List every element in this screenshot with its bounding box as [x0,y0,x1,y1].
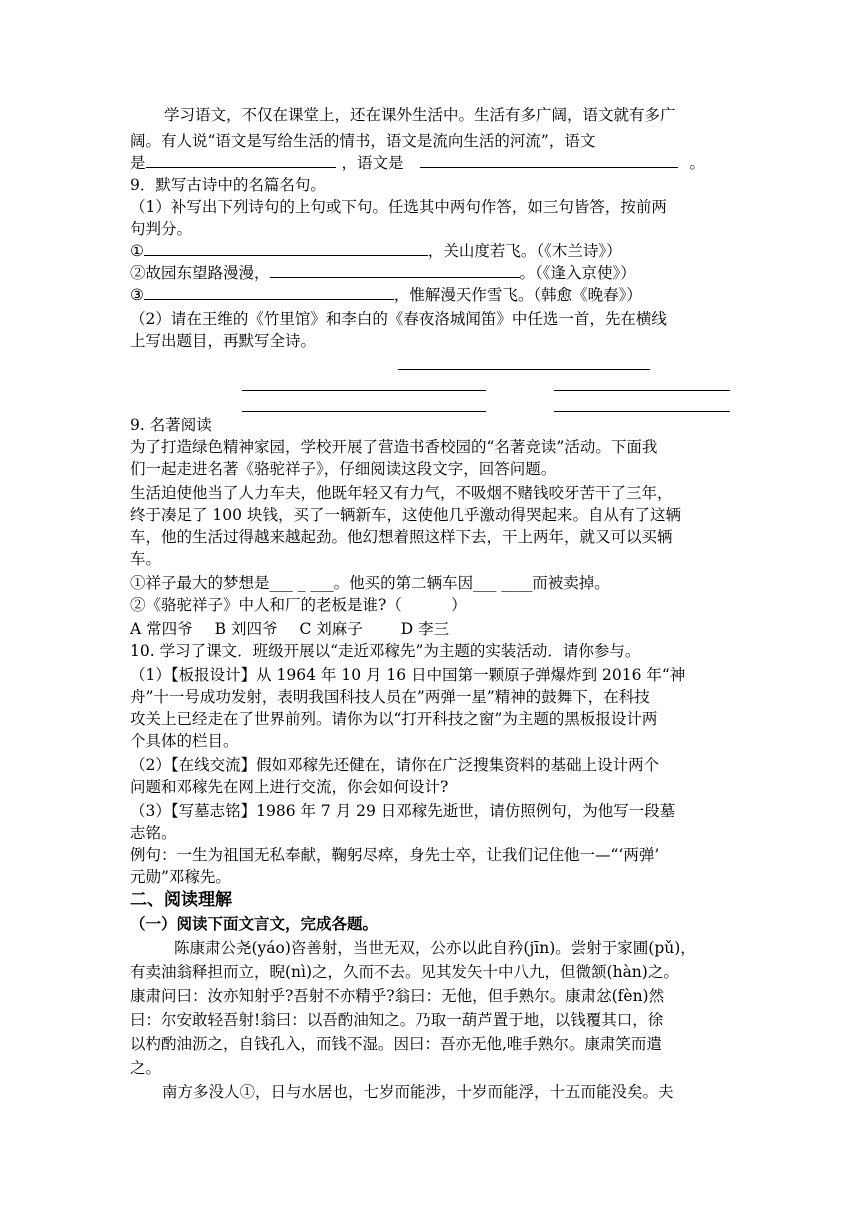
q9-part2-line-1: （2）请在王维的《竹里馆》和李白的《春夜洛城闻笛》中任选一首，先在横线 [130,310,667,328]
wenyan-line-7: 南方多没人①，日与水居也，七岁而能涉，十岁而能浮，十五而能没矣。夫 [162,1083,674,1101]
q9-item-2-end: 。（《逢入京使》） [519,264,636,282]
q9-part1-line-1: （1）补写出下列诗句的上句或下句。任选其中两句作答，如三句皆答，按前两 [130,198,667,216]
wenyan-line-1: 陈康肃公尧(yáo)咨善射，当世无双，公亦以此自矜(jīn)。尝射于家圃(pǔ)， [174,939,696,957]
q10-example-line-1: 例句：一生为祖国无私奉献，鞠躬尽瘁，身先士卒，让我们记住他一—“‘两弹’ [130,846,660,864]
poem-blank-3[interactable] [144,284,394,300]
option-d[interactable]: D 李三 [400,620,450,638]
q10-b-line-2: 问题和邓稼先在网上进行交流，你会如何设计? [130,778,449,796]
wenyan-line-4: 曰：尔安敢轻吾射!翁曰：以吾酌油知之。乃取一葫芦置于地，以钱覆其口，徐 [130,1011,664,1029]
q10-c-line-2: 志铭。 [130,824,177,842]
q9-item-2-text: ②故园东望路漫漫， [130,264,270,282]
q9-part1-line-2: 句判分。 [130,220,193,238]
wenyan-line-2: 有卖油翁释担而立，睨(nì)之，久而不去。见其发矢十中八九，但微颔(hàn)之。 [130,963,679,981]
section-subheading: （一）阅读下面文言文，完成各题。 [130,914,379,933]
q9-part2-line-2: 上写出题目，再默写全诗。 [130,332,317,350]
q10-a-line-2: 舟”十一号成功发射，表明我国科技人员在”两弹一星”精神的鼓舞下，在科技 [130,688,650,706]
q9-item-1-text: ，关山度若飞。（《木兰诗》） [427,242,622,260]
wenyan-line-3: 康肃问曰：汝亦知射乎?吾射不亦精乎?翁曰：无他，但手熟尔。康肃忿(fèn)然 [130,987,665,1005]
intro-line-3-start: 是 [130,154,146,172]
wenyan-line-6: 之。 [130,1059,162,1077]
poem-line-1-right[interactable] [554,390,730,391]
q10-a-line-3: 攻关上已经走在了世界前列。请你为以“打开科技之窗”为主题的黑板报设计两 [130,710,658,728]
poem-blank-2[interactable] [270,262,520,278]
intro-line-1: 学习语文，不仅在课堂上，还在课外生活中。生活有多广阔，语文就有多广 [164,106,676,124]
q9-item-3 [130,284,642,306]
q9-item-3-text: ，惟解漫天作雪飞。（韩愈《晚春》） [393,286,642,304]
q9-item-2 [130,262,636,284]
mingzhu-title: 9. 名著阅读 [130,416,212,434]
q9-item-3-mark: ③ [130,286,144,304]
mingzhu-line-6: 车。 [130,550,162,568]
poem-line-2-left[interactable] [242,411,486,412]
q10-c-line-1: （3）【写墓志铭】1986 年 7 月 29 日邓稼先逝世，请仿照例句，为他写一段墓 [130,802,676,820]
mingzhu-question-1: ①祥子最大的梦想是___ _ ___。他买的第二辆车因___ ____而被卖掉。 [130,574,610,592]
q9-item-1 [130,240,622,262]
answer-blank-1[interactable] [146,152,336,168]
option-a[interactable]: A 常四爷 [130,620,193,638]
mingzhu-options [130,618,449,640]
poem-line-2-right[interactable] [554,411,730,412]
q10-title: 10. 学习了课文．班级开展以“走近邓稼先”为主题的实装活动．请你参与。 [130,642,641,660]
section-heading: 二、阅读理解 [130,890,232,910]
poem-line-1-left[interactable] [242,390,486,391]
q10-a-line-4: 个具体的栏目。 [130,732,239,750]
q9-item-1-mark: ① [130,242,144,260]
intro-line-3-end: 。 [689,154,706,172]
wenyan-line-5: 以杓酌油沥之，自钱孔入，而钱不湿。因曰：吾亦无他,唯手熟尔。康肃笑而遣 [130,1035,662,1053]
q10-b-line-1: （2）【在线交流】假如邓稼先还健在，请你在广泛搜集资料的基础上设计两个 [130,756,660,774]
q9-title: 9．默写古诗中的名篇名句。 [130,176,326,194]
mingzhu-line-5: 车，他的生活过得越来越起劲。他幻想着照这样下去，干上两年，就又可以买辆 [130,528,673,546]
mingzhu-question-2: ②《骆驼祥子》中人和厂的老板是谁?（ ） [130,596,467,614]
intro-line-3-mid: ，语文是 [341,154,404,172]
q10-a-line-1: （1）【板报设计】从 1964 年 10 月 16 日中国第一颗原子弹爆炸到 2016 年“神 [130,666,686,684]
mingzhu-line-2: 们一起走进名著《骆驼祥子》，仔细阅读这段文字，回答问题。 [130,460,557,478]
option-b[interactable]: B 刘四爷 [214,620,278,638]
mingzhu-line-4: 终于凑足了 100 块钱，买了一辆新车，这使他几乎激动得哭起来。自从有了这辆 [130,506,681,524]
mingzhu-line-3: 生活迫使他当了人力车夫，他既年轻又有力气，不吸烟不赌钱咬牙苦干了三年， [130,484,673,502]
answer-blank-2[interactable] [420,152,678,168]
q10-example-line-2: 元勋”邓稼先。 [130,868,231,886]
intro-line-2: 阔。有人说“语文是写给生活的情书，语文是流向生活的河流”，语文 [130,132,596,150]
mingzhu-line-1: 为了打造绿色精神家园，学校开展了营造书香校园的“名著竞读”活动。下面我 [130,438,658,456]
intro-line-3 [130,152,705,174]
option-c[interactable]: C 刘麻子 [299,620,363,638]
poem-blank-1[interactable] [144,240,428,256]
poem-title-line[interactable] [398,369,650,370]
